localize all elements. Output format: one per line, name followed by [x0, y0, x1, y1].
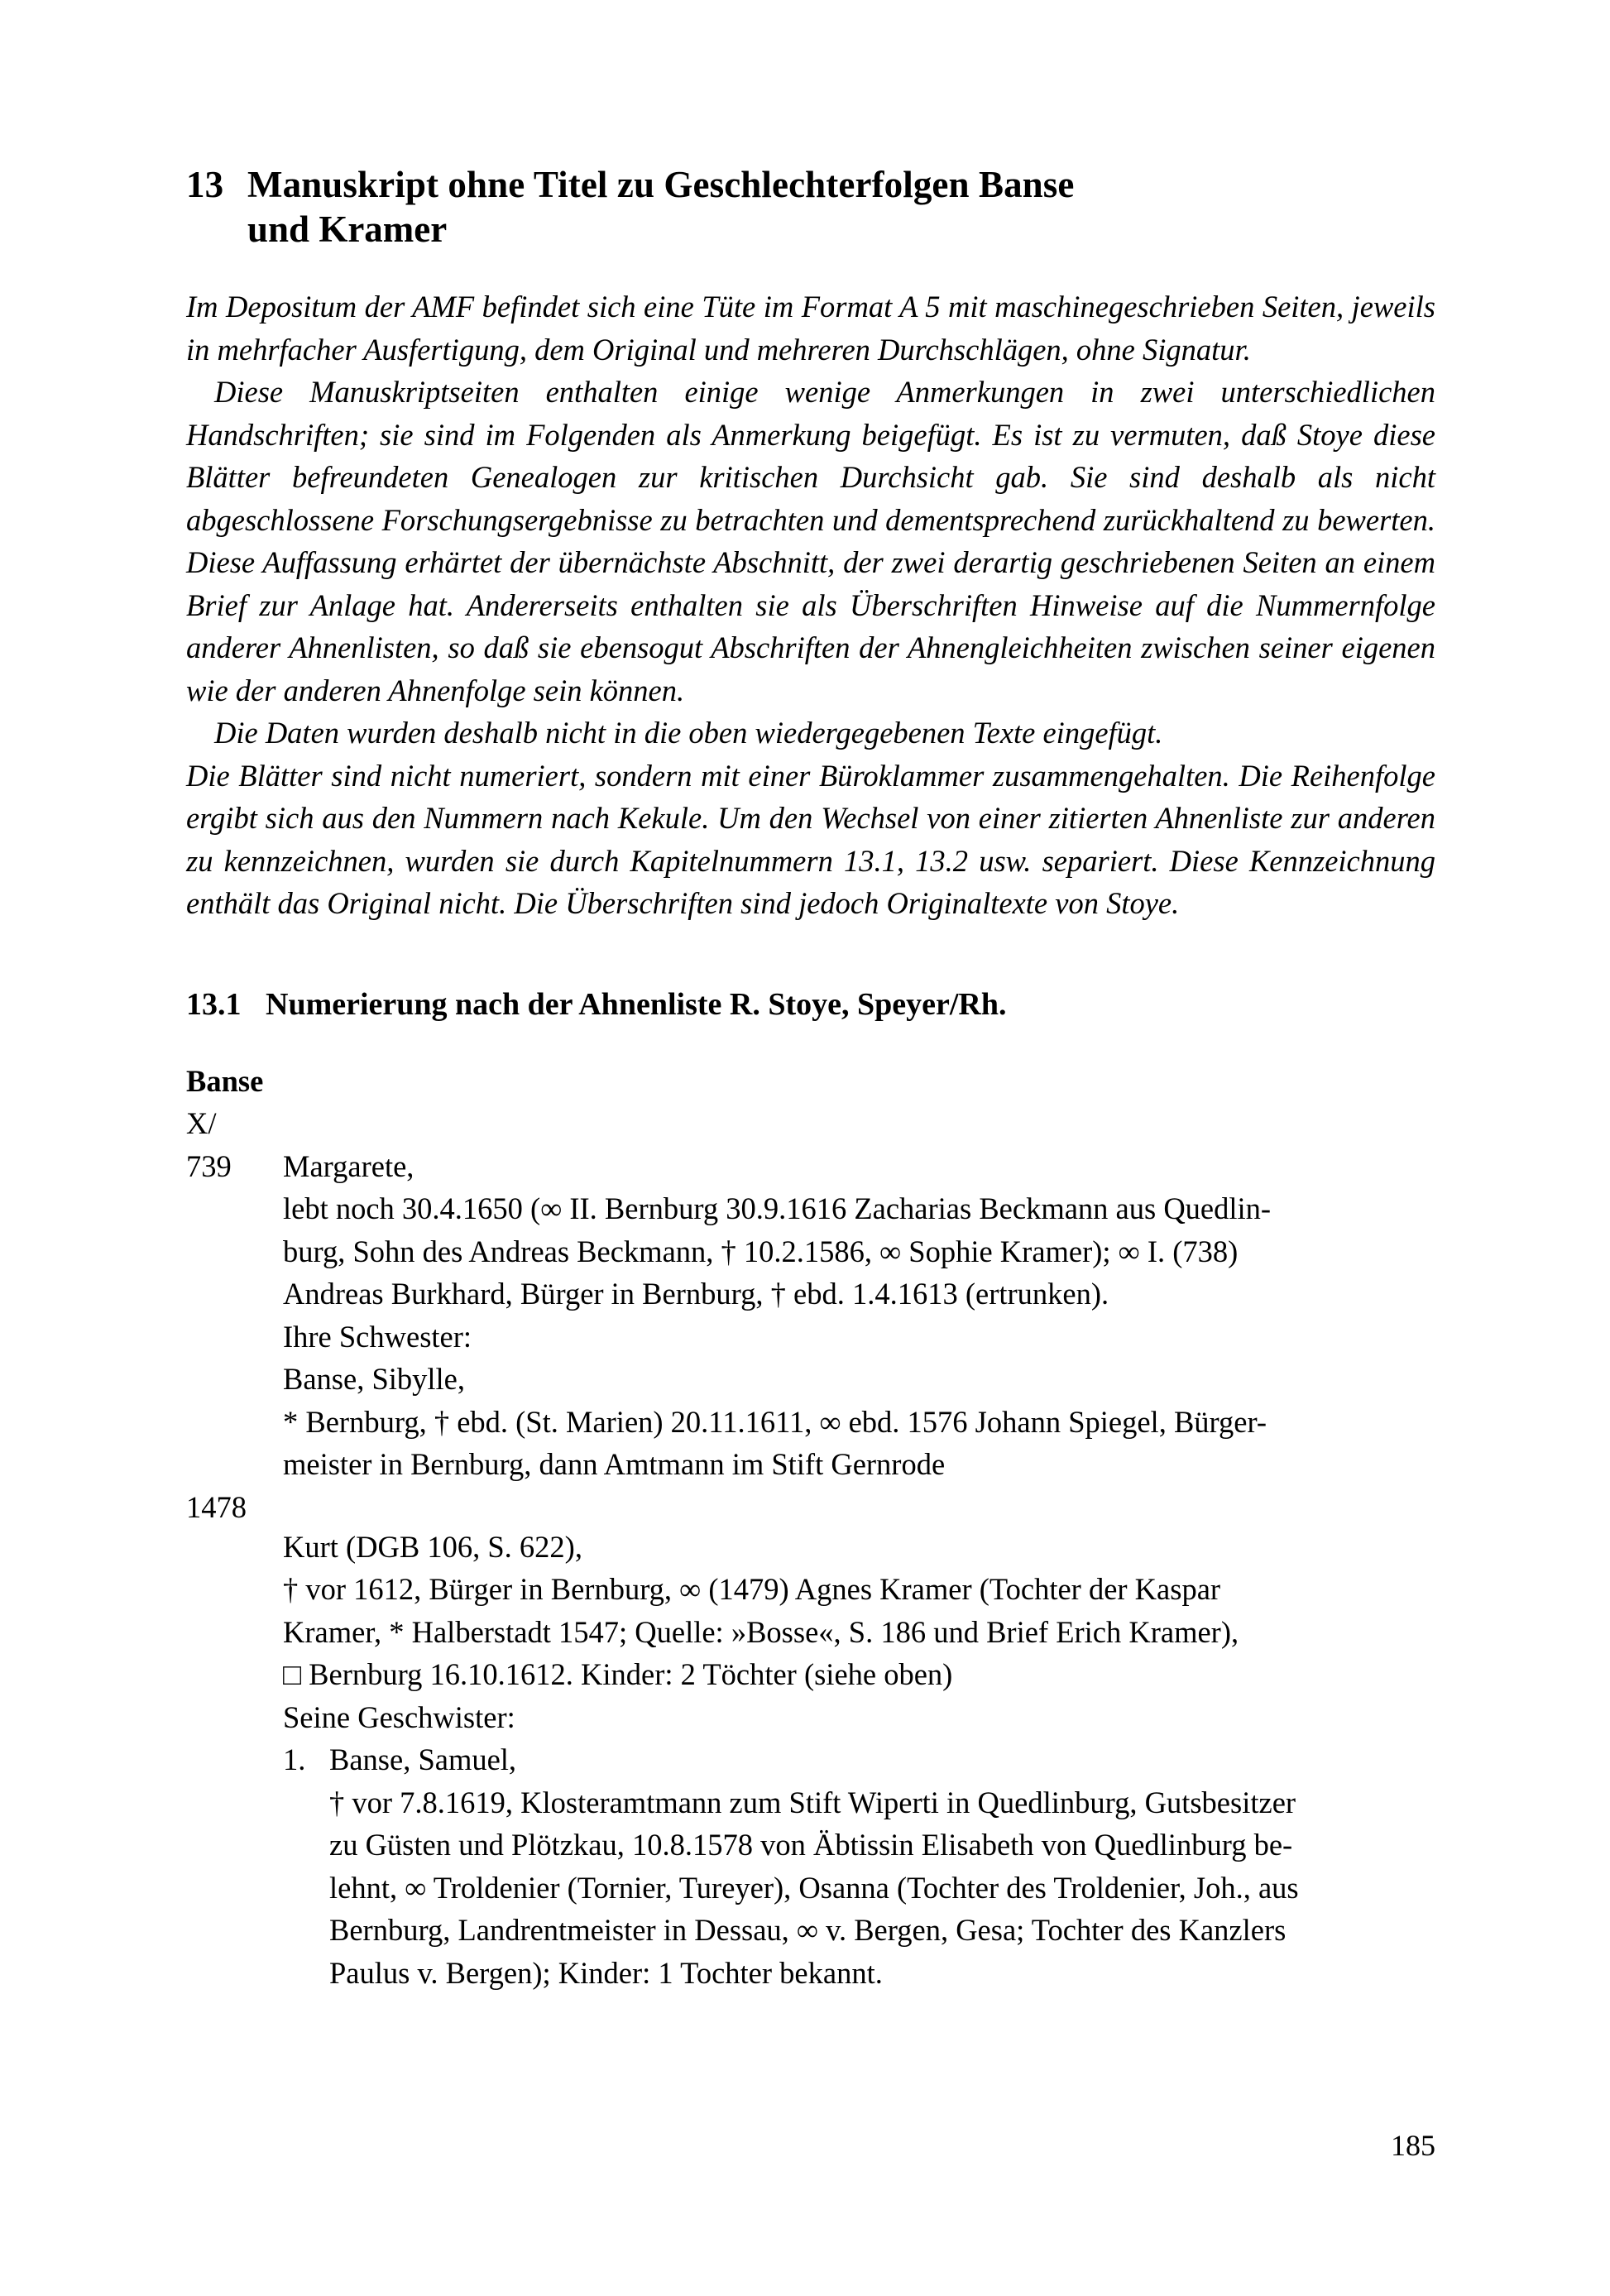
sub-entry-marker: 1. — [283, 1742, 306, 1777]
genealogy-entry — [186, 1486, 1435, 1995]
intro-paragraph-3: Die Daten wurden deshalb nicht in die oben wiedergegebenen Texte eingefügt. — [214, 716, 1163, 750]
genealogy-list — [186, 1025, 1435, 1995]
entry-line: lebt noch 30.4.1650 (∞ II. Bernburg 30.9.1616 Zacharias Beckmann aus Quedlin- — [283, 1191, 1272, 1226]
intro-paragraph-2: Diese Manuskriptseiten enthalten einige wenige Anmerkungen in zwei unterschiedlichen Handschriften; sie sind im Folgenden als Anmerkung beigefügt. Es ist zu vermuten, daß Stoye diese Blätter befreundeten Genealogen zur kritischen Durchsicht gab. Sie sind deshalb als nicht abgeschlossene Forschungsergebnisse zu betrachten und dementsprechend zurückhaltend zu bewerten. Diese Auffassung erhärtet der übernächste Abschnitt, der zwei derartig geschriebenen Seiten an einem Brief zur Anlage hat. Andererseits enthalten sie als Überschriften Hinweise auf die Nummernfolge anderer Ahnenlisten, so daß sie ebensogut Abschriften der Ahnengleichheiten zwischen seiner eigenen wie der anderen Ahnenfolge sein können. — [186, 375, 1435, 707]
kekule-number: 1478 — [186, 1489, 247, 1524]
entry-line: □ Bernburg 16.10.1612. Kinder: 2 Töchter (siehe oben) — [283, 1657, 953, 1692]
entry-body — [283, 1526, 1435, 1995]
section-number: 13.1 — [186, 986, 242, 1022]
entry-line: Banse, Sibylle, — [283, 1362, 465, 1397]
intro-paragraph-4: Die Blätter sind nicht numeriert, sondern mit einer Büroklammer zusammengehalten. Die Reihenfolge ergibt sich aus den Nummern nach Kekule. Um den Wechsel von einer zitierten Ahnenliste zur anderen zu kennzeichnen, wurden sie durch Kapitelnummern 13.1, 13.2 usw. separiert. Diese Kennzeichnung enthält das Original nicht. Die Überschriften sind jedoch Originaltexte von Stoye. — [186, 758, 1435, 920]
chapter-title-line-2: und Kramer — [247, 209, 448, 250]
section-title: Numerierung nach der Ahnenliste R. Stoye, Speyer/Rh. — [266, 986, 1007, 1022]
sub-entry-body — [329, 1738, 1435, 1994]
sub-entry-line: zu Güsten und Plötzkau, 10.8.1578 von Äbtissin Elisabeth von Quedlinburg be- — [329, 1828, 1293, 1862]
entry-line: Ihre Schwester: — [283, 1319, 472, 1354]
surname-heading: Banse — [186, 1063, 264, 1098]
entry-line: Andreas Burkhard, Bürger in Bernburg, † ebd. 1.4.1613 (ertrunken). — [283, 1277, 1109, 1311]
introduction-block — [186, 252, 1435, 925]
ahnenliste-marker: X/ — [186, 1106, 217, 1141]
entry-line: meister in Bernburg, dann Amtmann im Stift Gernrode — [283, 1447, 946, 1482]
page-number: 185 — [1391, 2129, 1435, 2162]
entry-line: Kurt (DGB 106, S. 622), — [283, 1529, 582, 1564]
entry-line: Kramer, * Halberstadt 1547; Quelle: »Bosse«, S. 186 und Brief Erich Kramer), — [283, 1614, 1239, 1649]
chapter-title-line-1: Manuskript ohne Titel zu Geschlechterfolgen Banse — [247, 164, 1075, 205]
entry-line: † vor 1612, Bürger in Bernburg, ∞ (1479) Agnes Kramer (Tochter der Kaspar — [283, 1572, 1221, 1607]
sub-entry-line: Paulus v. Bergen); Kinder: 1 Tochter bekannt. — [329, 1955, 883, 1990]
entry-line: Margarete, — [283, 1148, 414, 1183]
section-heading — [186, 925, 1435, 1025]
sub-entry-line: lehnt, ∞ Troldenier (Tornier, Tureyer), Osanna (Tochter des Troldenier, Joh., aus — [329, 1870, 1299, 1905]
sub-entry-line: Banse, Samuel, — [329, 1742, 517, 1777]
kekule-number: 739 — [186, 1148, 232, 1183]
sub-entry-line: Bernburg, Landrentmeister in Dessau, ∞ v. Bergen, Gesa; Tochter des Kanzlers — [329, 1913, 1287, 1948]
entry-line: * Bernburg, † ebd. (St. Marien) 20.11.1611, ∞ ebd. 1576 Johann Spiegel, Bürger- — [283, 1404, 1267, 1439]
entry-body — [283, 1145, 1435, 1486]
sub-entry-line: † vor 7.8.1619, Klosteramtmann zum Stift Wiperti in Quedlinburg, Gutsbesitzer — [329, 1785, 1296, 1819]
page-content-column — [186, 0, 1435, 1994]
entry-line: burg, Sohn des Andreas Beckmann, † 10.2.1586, ∞ Sophie Kramer); ∞ I. (738) — [283, 1234, 1239, 1268]
genealogy-entry — [186, 1145, 1435, 1486]
chapter-title — [186, 0, 1435, 207]
chapter-number: 13 — [186, 164, 224, 205]
intro-paragraph-1: Im Depositum der AMF befindet sich eine Tüte im Format A 5 mit maschinegeschrieben Seiten, jeweils in mehrfacher Ausfertigung, dem Original und mehreren Durchschlägen, ohne Signatur. — [186, 290, 1435, 367]
entry-line: Seine Geschwister: — [283, 1699, 515, 1734]
sibling-sub-entry — [283, 1738, 1435, 1994]
